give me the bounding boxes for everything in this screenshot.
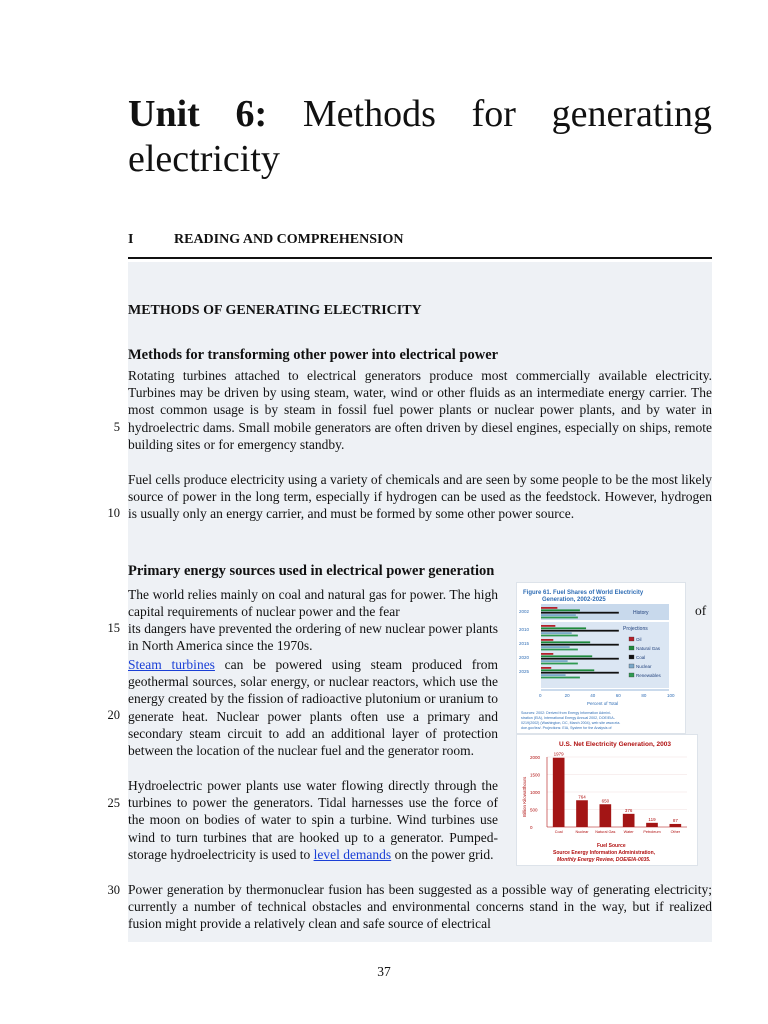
- paragraph-fusion: Power generation by thermonuclear fusion has been suggested as a possible way of generating electricity; currently a number of technical obstacles and environmental concerns stand in the way, but if realized fusion might provide a relatively clean and safe source of electrical: [128, 882, 712, 932]
- paragraph-fuel-cells: Fuel cells produce electricity using a variety of chemicals and are seen by some people to be the most likely source of power in the long term, especially if hydrogen can be used as the feedstock. However, hydrogen is usually only an energy carrier, and must be formed by some other power source.: [128, 472, 712, 522]
- fuel-share-bar: [541, 607, 557, 609]
- unit-title-text: Methods for generating electricity: [128, 93, 712, 180]
- history-label: History: [633, 610, 649, 616]
- paragraph-hydroelectric: [128, 777, 498, 863]
- subheading-transforming: Methods for transforming other power into electrical power: [128, 347, 499, 363]
- fig1-x-tick: 80: [641, 693, 647, 698]
- section-rule: [128, 257, 712, 259]
- fig1-x-tick: 100: [667, 693, 675, 698]
- fuel-share-bar: [541, 663, 578, 665]
- fuel-share-bar: [541, 625, 555, 627]
- legend-entry: Natural Gas: [636, 646, 661, 651]
- fig2-source-1: Source Energy Information Administration,: [553, 850, 656, 856]
- legend-swatch: [629, 637, 634, 641]
- fuel-shares-years: [519, 609, 530, 674]
- generation-bar: [623, 814, 635, 827]
- paragraph-steam-turbines: [128, 656, 498, 759]
- fuel-share-bar: [541, 627, 586, 629]
- figure-fuel-shares: [516, 582, 686, 734]
- fuel-share-bar: [541, 655, 592, 657]
- fuel-shares-chart: [517, 583, 687, 735]
- generation-bar: [600, 804, 612, 827]
- section-label: READING AND COMPREHENSION: [174, 232, 404, 247]
- generation-category-label: Other: [670, 830, 681, 834]
- generation-category-label: Coal: [554, 830, 563, 834]
- line-number: 15: [107, 621, 120, 635]
- figure-us-generation: [516, 734, 698, 866]
- generation-bar: [646, 823, 658, 827]
- level-demands-link[interactable]: level demands: [313, 846, 392, 862]
- generation-value-label: 119: [648, 816, 656, 822]
- projections-label: Projections: [623, 626, 648, 632]
- paragraph-world-relies-of: of: [695, 603, 707, 618]
- fig1-x-label: Percent of Total: [587, 701, 619, 706]
- generation-bar: [576, 800, 588, 827]
- fig1-source-4: doe.gov/iea/. Projections: EIA, System for the Analysis of: [521, 726, 612, 730]
- paragraph-world-relies-b: its dangers have prevented the ordering of new nuclear power plants in North America since the 1970s.: [128, 621, 498, 654]
- fuel-share-bar: [541, 672, 619, 674]
- fuel-share-bar: [541, 614, 576, 616]
- fig2-y-label: Billion Kilowatthours: [522, 776, 527, 817]
- fig2-y-tick: 0: [530, 825, 533, 830]
- legend-entry: Coal: [636, 655, 646, 660]
- fuel-share-bar: [541, 641, 590, 643]
- legend-entry: Nuclear: [636, 664, 652, 669]
- section-heading: [128, 232, 712, 248]
- steam-turbines-link[interactable]: Steam turbines: [128, 657, 215, 672]
- section-number: I: [128, 232, 134, 247]
- hydroelectric-text: Hydroelectric power plants use water flowing directly through the turbines to power the generators. Tidal harnesses use the force of the moon on bodies of water to spin a turbine. Wind turbines use wind to turn turbines that are hooked up to a generator. Pumped-storage hydroelectricity is used to: [128, 778, 498, 862]
- fig1-source-2: stration (EIA), International Energy Annual 2002, DOE/EIA-: [521, 716, 615, 720]
- fig2-y-tick: 500: [530, 807, 538, 813]
- line-number: 30: [107, 883, 120, 897]
- legend-swatch: [629, 673, 634, 677]
- fig1-year-label: 2002: [519, 609, 530, 614]
- paragraph-turbines: Rotating turbines attached to electrical generators produce most commercially available electricity. Turbines may be driven by using steam, water, wind or other fluids as an intermediate energy carrier. The most common usage is by steam in fossil fuel power plants or nuclear power plants, and by water in hydroelectric dams. Small mobile generators are often driven by diesel engines, especially on ships, remote building sites or for emergency standby.: [128, 368, 712, 452]
- fig1-x-tick: 60: [615, 693, 621, 698]
- generation-category-label: Natural Gas: [595, 830, 616, 834]
- line-number: 10: [107, 506, 120, 520]
- fig2-title: U.S. Net Electricity Generation, 2003: [559, 741, 671, 748]
- fig2-x-title: Fuel Source: [597, 843, 626, 849]
- page-number: 37: [377, 964, 391, 979]
- fuel-share-bar: [541, 630, 619, 632]
- legend-entry: Oil: [636, 637, 642, 642]
- fig2-y-tick: 1500: [530, 772, 541, 778]
- us-generation-bars: [553, 752, 681, 834]
- generation-category-label: Water: [623, 830, 634, 834]
- fig1-title-line2: Generation, 2002-2025: [542, 597, 606, 603]
- fuel-share-bar: [541, 617, 578, 619]
- fig2-y-tick: 2000: [530, 755, 541, 760]
- generation-bar: [670, 824, 682, 827]
- reading-heading: METHODS OF GENERATING ELECTRICITY: [128, 303, 422, 318]
- line-number: 20: [107, 708, 120, 722]
- fig1-x-tick: 20: [564, 693, 570, 698]
- legend-entry: Renewables: [636, 673, 661, 678]
- fig2-y-tick: 1000: [530, 790, 541, 795]
- fig2-source-2: Monthly Energy Review, DOE/EIA-0035.: [557, 857, 651, 863]
- fuel-share-bar: [541, 653, 553, 655]
- fig1-year-label: 2020: [519, 655, 530, 660]
- hydroelectric-tail: on the power grid.: [391, 846, 494, 862]
- fuel-share-bar: [541, 674, 566, 676]
- subheading-primary-sources: Primary energy sources used in electrical power generation: [128, 563, 495, 579]
- fuel-share-bar: [541, 639, 553, 641]
- paragraph-world-relies-a: The world relies mainly on coal and natural gas for power. The high capital requirements of nuclear power and the fear: [128, 587, 498, 620]
- generation-value-label: 650: [601, 798, 610, 804]
- legend-swatch: [629, 664, 634, 668]
- legend-swatch: [629, 646, 634, 650]
- generation-value-label: 1979: [553, 751, 564, 757]
- steam-turbines-text: can be powered using steam produced from geothermal sources, solar energy, or nuclear reactors, which use the energy created by the fission of radioactive plutonium or uranium to generate heat. Nuclear power plants often use a primary and secondary steam circuit to add an additional layer of protection between the location of the nuclear fuel and the generator room.: [128, 657, 498, 759]
- generation-bar: [553, 758, 565, 827]
- generation-category-label: Nuclear: [575, 830, 589, 834]
- fig1-source-1: Sources: 2002: Derived from Energy Information Admini-: [521, 711, 612, 715]
- generation-category-label: Petroleum: [643, 830, 661, 834]
- fig1-year-label: 2025: [519, 669, 530, 674]
- fuel-share-bar: [541, 632, 572, 634]
- fuel-share-bar: [541, 658, 619, 660]
- fuel-share-bar: [541, 660, 568, 662]
- fuel-shares-ticks: [539, 690, 675, 698]
- fuel-share-bar: [541, 644, 619, 646]
- fig1-x-tick: 0: [539, 693, 542, 698]
- fuel-share-bar: [541, 677, 580, 679]
- fuel-share-bar: [541, 649, 578, 651]
- fuel-share-bar: [541, 609, 580, 611]
- fuel-share-bar: [541, 646, 570, 648]
- generation-value-label: 87: [672, 817, 678, 823]
- fuel-share-bar: [541, 612, 619, 614]
- generation-value-label: 764: [578, 794, 586, 800]
- line-number: 5: [113, 420, 120, 434]
- fig1-source-3: 0219(2002) (Washington, DC, March 2004), web site www.eia.: [521, 721, 621, 725]
- fuel-share-bar: [541, 667, 551, 669]
- fig1-year-label: 2015: [519, 641, 530, 646]
- fuel-share-bar: [541, 669, 594, 671]
- fig1-year-label: 2010: [519, 627, 530, 632]
- line-number: 25: [107, 796, 120, 810]
- unit-number: Unit 6:: [128, 93, 268, 135]
- fig1-x-tick: 40: [590, 693, 596, 698]
- us-generation-chart: [517, 735, 699, 867]
- fuel-share-bar: [541, 635, 578, 637]
- unit-title: [128, 92, 712, 182]
- legend-swatch: [629, 655, 634, 659]
- fig1-title-line1: Figure 61. Fuel Shares of World Electricity: [523, 590, 644, 596]
- generation-value-label: 376: [624, 807, 633, 813]
